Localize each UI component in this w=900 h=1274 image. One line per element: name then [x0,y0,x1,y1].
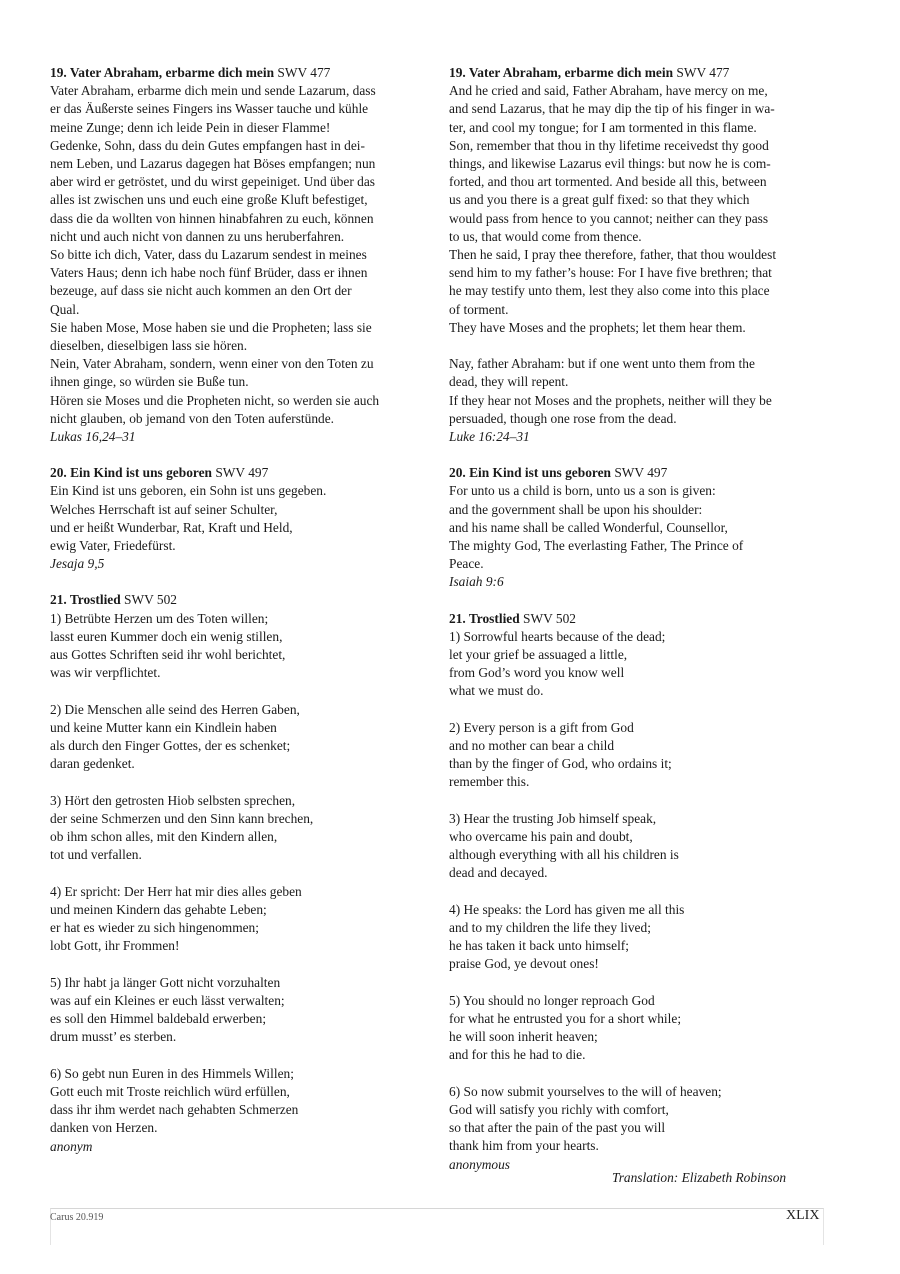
text-line: persuaded, though one rose from the dead. [449,410,677,426]
text-line: dass ihr ihm werdet nach gehabten Schmerzen [50,1102,299,1118]
text-section [50,64,425,446]
text-line: Sie haben Mose, Mose haben sie und die Propheten; lass sie [50,319,372,335]
text-line: 4) He speaks: the Lord has given me all this [449,901,685,917]
text-line: he may testify unto them, lest they also come into this place [449,283,770,299]
text-line: 3) Hört den getrosten Hiob selbsten sprechen, [50,792,296,808]
text-line: Vater Abraham, erbarme dich mein und sende Lazarum, dass [50,83,376,99]
text-line: Son, remember that thou in thy lifetime receivedst thy good [449,137,769,153]
text-line: Nein, Vater Abraham, sondern, wenn einer von den Toten zu [50,356,374,372]
text-section [449,610,819,1174]
text-line: 1) Sorrowful hearts because of the dead; [449,628,666,644]
text-line: ter, and cool my tongue; for I am tormented in this flame. [449,119,757,135]
stanza-gap [449,792,819,810]
text-line: than by the finger of God, who ordains it; [449,756,672,772]
stanza-gap [50,1047,425,1065]
text-line: danken von Herzen. [50,1120,158,1136]
text-line: lobt Gott, ihr Frommen! [50,938,180,954]
text-line: und keine Mutter kann ein Kindlein haben [50,719,277,735]
swv-number: SWV 502 [124,592,177,608]
text-line: nicht glauben, ob jemand von den Toten auferstünde. [50,410,335,426]
text-line: Peace. [449,556,484,572]
section-heading [449,64,819,82]
text-line: Gedenke, Sohn, dass du dein Gutes empfangen hast in dei- [50,137,365,153]
stanza-gap [449,1065,819,1083]
german-column [50,64,425,1174]
text-line: for what he entrusted you for a short while; [449,1011,682,1027]
text-line: 6) So gebt nun Euren in des Himmels Willen; [50,1065,294,1081]
text-line: and the government shall be upon his shoulder: [449,501,703,517]
section-heading [449,610,819,628]
text-section [449,64,819,446]
text-line: und meinen Kindern das gehabte Leben; [50,901,267,917]
text-line: als durch den Finger Gottes, der es schenket; [50,738,291,754]
text-line: drum musst’ es sterben. [50,1029,177,1045]
swv-number: SWV 502 [523,610,576,626]
text-line: daran gedenket. [50,756,135,772]
text-line: 5) You should no longer reproach God [449,992,655,1008]
source-reference: Jesaja 9,5 [50,556,105,572]
text-line: forted, and thou art tormented. And beside all this, between [449,174,767,190]
section-title: 20. Ein Kind ist uns geboren [449,465,611,481]
text-section [449,464,819,591]
text-line: er hat es wieder zu sich hingenommen; [50,920,259,936]
source-reference: Luke 16:24–31 [449,429,530,445]
stanza-gap [50,774,425,792]
text-line: dieselben, dieselbigen lass sie hören. [50,338,248,354]
text-line: The mighty God, The everlasting Father, The Prince of [449,538,744,554]
text-line: Then he said, I pray thee therefore, father, that thou wouldest [449,247,777,263]
section-title: 20. Ein Kind ist uns geboren [50,465,212,481]
text-line: and to my children the life they lived; [449,920,651,936]
text-line: dead and decayed. [449,865,548,881]
text-section [50,464,425,573]
text-line: let your grief be assuaged a little, [449,647,628,663]
text-line: he has taken it back unto himself; [449,938,629,954]
text-line: und er heißt Wunderbar, Rat, Kraft und Held, [50,519,293,535]
text-line: to us, that would come from thence. [449,228,642,244]
swv-number: SWV 477 [277,65,331,80]
text-line: 3) Hear the trusting Job himself speak, [449,810,657,826]
source-reference: Lukas 16,24–31 [50,429,136,445]
swv-number: SWV 477 [676,65,730,80]
text-line: es soll den Himmel baldebald erwerben; [50,1011,267,1027]
swv-number: SWV 497 [614,465,668,481]
text-line: he will soon inherit heaven; [449,1029,598,1045]
text-line: alles ist zwischen uns und euch eine große Kluft befestiget, [50,192,368,208]
source-reference: anonym [50,1138,93,1154]
text-line: and his name shall be called Wonderful, Counsellor, [449,519,728,535]
stanza-gap [50,956,425,974]
text-line: was wir verpflichtet. [50,665,161,681]
text-line: 6) So now submit yourselves to the will of heaven; [449,1083,722,1099]
text-line: Welches Herrschaft ist auf seiner Schulter, [50,501,278,517]
section-title: 21. Trostlied [449,610,520,626]
text-line: tot und verfallen. [50,847,142,863]
text-line: bezeuge, auf dass sie nicht auch kommen an den Ort der [50,283,352,299]
text-line: ewig Vater, Friedefürst. [50,538,176,554]
swv-number: SWV 497 [215,465,269,481]
section-heading [449,464,819,482]
stanza-gap [449,701,819,719]
english-column [449,64,819,1192]
text-line: ihnen ginge, so würden sie Buße tun. [50,374,249,390]
text-line: what we must do. [449,683,544,699]
text-line: der seine Schmerzen und den Sinn kann brechen, [50,810,314,826]
text-line: us and you there is a great gulf fixed: so that they which [449,192,750,208]
text-line: of torment. [449,301,509,317]
text-line: They have Moses and the prophets; let them hear them. [449,319,746,335]
text-line: would pass from hence to you cannot; neither can they pass [449,210,769,226]
text-line: so that after the pain of the past you will [449,1120,666,1136]
text-line: and send Lazarus, that he may dip the tip of his finger in wa- [449,101,775,117]
footer-publisher: Carus 20.919 [50,1212,104,1223]
text-line: and for this he had to die. [449,1047,586,1063]
stanza-gap [50,683,425,701]
text-line: from God’s word you know well [449,665,625,681]
section-heading [50,591,425,609]
text-line: So bitte ich dich, Vater, dass du Lazarum sendest in meines [50,247,367,263]
text-line: nem Leben, und Lazarus dagegen hat Böses empfangen; nun [50,156,376,172]
text-line: things, and likewise Lazarus evil things: but now he is com- [449,156,771,172]
text-line: nicht und auch nicht von dannen zu uns heruberfahren. [50,228,345,244]
text-line: 1) Betrübte Herzen um des Toten willen; [50,610,269,626]
text-line: Gott euch mit Troste reichlich würd erfüllen, [50,1083,290,1099]
page-number: XLIX [786,1208,820,1223]
text-line: who overcame his pain and doubt, [449,829,633,845]
text-line: 2) Die Menschen alle seind des Herren Gaben, [50,701,300,717]
text-line: 2) Every person is a gift from God [449,719,634,735]
text-line: 4) Er spricht: Der Herr hat mir dies alles geben [50,883,302,899]
text-line: lasst euren Kummer doch ein wenig stillen, [50,628,283,644]
text-line: And he cried and said, Father Abraham, have mercy on me, [449,83,768,99]
translator-credit: Translation: Elizabeth Robinson [612,1170,787,1185]
text-line: praise God, ye devout ones! [449,956,599,972]
section-title: 21. Trostlied [50,592,121,608]
text-line: Ein Kind ist uns geboren, ein Sohn ist uns gegeben. [50,483,327,499]
footer-frame [50,1208,824,1245]
text-line: aus Gottes Schriften seid ihr wohl berichtet, [50,647,286,663]
section-title: 19. Vater Abraham, erbarme dich mein [50,65,275,80]
text-line: God will satisfy you richly with comfort, [449,1102,669,1118]
text-line: Qual. [50,301,80,317]
text-line: aber wird er getröstet, und du wirst gepeiniget. Und über das [50,174,376,190]
source-reference: Isaiah 9:6 [449,574,504,590]
text-line: although everything with all his children is [449,847,679,863]
text-line: If they hear not Moses and the prophets, neither will they be [449,392,772,408]
text-line: Hören sie Moses und die Propheten nicht, so werden sie auch [50,392,380,408]
section-heading [50,64,425,82]
section-title: 19. Vater Abraham, erbarme dich mein [449,65,674,80]
stanza-gap [50,865,425,883]
text-line: dead, they will repent. [449,374,569,390]
text-section [50,591,425,1155]
text-line: ob ihm schon alles, mit den Kindern allen, [50,829,278,845]
stanza-gap [449,883,819,901]
text-line: 5) Ihr habt ja länger Gott nicht vorzuhalten [50,974,281,990]
text-line: was auf ein Kleines er euch lässt verwalten; [50,992,285,1008]
text-line: Vaters Haus; denn ich habe noch fünf Brüder, dass er ihnen [50,265,368,281]
text-line: remember this. [449,774,530,790]
stanza-gap [449,337,819,355]
text-line: For unto us a child is born, unto us a son is given: [449,483,716,499]
stanza-gap [449,974,819,992]
text-line: thank him from your hearts. [449,1138,599,1154]
text-line: er das Äußerste seines Fingers ins Wasser tauche und kühle [50,101,369,117]
text-line: send him to my father’s house: For I have five brethren; that [449,265,772,281]
text-line: dass die da wollten von hinnen hinabfahren zu euch, können [50,210,374,226]
text-line: Nay, father Abraham: but if one went unto them from the [449,356,755,372]
text-line: meine Zunge; denn ich leide Pein in dieser Flamme! [50,119,331,135]
text-line: and no mother can bear a child [449,738,615,754]
source-reference: anonymous [449,1156,510,1172]
section-heading [50,464,425,482]
